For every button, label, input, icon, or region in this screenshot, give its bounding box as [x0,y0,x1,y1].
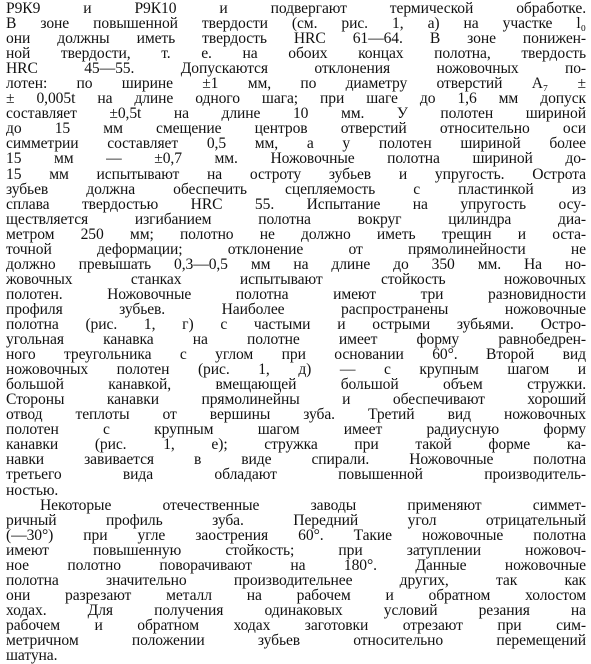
text-line: лотен: по ширине ±1 мм, по диаметру отверстий A₇ ± [6,75,586,93]
text-line: точной деформации; отклонение от прямолинейности не [6,240,586,258]
text-line: угольная канавка на полотне имеет форму равнобедрен- [6,331,586,349]
text-line: HRC 45—55. Допускаются отклонения ножовочных по- [6,60,586,78]
text-line: до 15 мм смещение центров отверстий относительно оси [6,120,586,138]
text-line: 15 мм — ±0,7 мм. Ножовочные полотна шириной до- [6,150,586,168]
text-line: ное полотно поворачивают на 180°. Данные ножовочные [6,556,586,574]
text-line: Стороны канавки прямолинейны и обеспечивают хороший [6,391,586,409]
text-line: ножовочных полотен (рис. 1, д) — с крупным шагом и [6,361,586,379]
paragraph-1 [6,1,586,498]
text-line: ного треугольника с углом при основании 60°. Второй вид [6,346,586,364]
text-line: навки завивается в виде спирали. Ножовочные полотна [6,451,586,469]
text-line: В зоне повышенной твердости (см. рис. 1, а) на участке l₀ [6,15,586,33]
text-line: третьего вида обладают повышенной производитель- [6,466,586,484]
text-line: ± 0,005t на длине одного шага; при шаге до 1,6 мм допуск [6,90,586,108]
text-line: они разрезают металл на рабочем и обратном холостом [6,586,586,604]
text-line: сплава твердостью HRC 55. Испытание на упругость осу- [6,195,586,213]
text-line: должно превышать 0,3—0,5 мм на длине до 350 мм. На но- [6,255,586,273]
text-line: рабочем и обратном ходах заготовки отрезают при сим- [6,616,586,634]
text-line: ществляется изгибанием полотна вокруг цилиндра диа- [6,210,586,228]
text-line: (—30°) при угле заострения 60°. Такие ножовочные полотна [6,526,586,544]
text-line: симметрии составляет 0,5 мм, а у полотен шириной более [6,135,586,153]
text-line: полотен с крупным шагом имеет радиусную форму [6,421,586,439]
text-line: Некоторые отечественные заводы применяют симмет- [40,496,586,514]
text-line: профиля зубьев. Наиболее распространены ножовочные [6,300,586,318]
text-line: они должны иметь твердость HRC 61—64. В зоне понижен- [6,30,586,48]
text-line: метром 250 мм; полотно не должно иметь трещин и оста- [6,225,586,243]
text-line: ной твердости, т. е. на обоих концах полотна, твердость [6,45,586,63]
text-line: имеют повышенную стойкость; при затуплении ножовоч- [6,541,586,559]
text-line: канавки (рис. 1, е); стружка при такой форме ка- [6,436,586,454]
paragraph-2 [6,498,586,664]
text-line: жовочных станках испытывают стойкость ножовочных [6,270,586,288]
text-line: полотна (рис. 1, г) с частыми и острыми зубьями. Остро- [6,315,586,333]
document-page [6,1,586,663]
text-line: ностью. [6,481,59,499]
text-line: метричном положении зубьев относительно перемещений [6,631,586,649]
text-line: 15 мм испытывают на остроту зубьев и упругость. Острота [6,165,586,183]
text-line: составляет ±0,5t на длине 10 мм. У полотен шириной [6,105,586,123]
text-line: полотен. Ножовочные полотна имеют три разновидности [6,285,586,303]
text-line: ричный профиль зуба. Передний угол отрицательный [6,511,586,529]
text-line: отвод теплоты от вершины зуба. Третий вид ножовочных [6,406,586,424]
text-line: ходах. Для получения одинаковых условий резания на [6,601,586,619]
text-line: зубьев должна обеспечить сцепляемость с пластинкой из [6,180,586,198]
text-line: шатуна. [6,647,58,664]
text-line: Р9К9 и Р9К10 и подвергают термической обработке. [6,0,586,17]
text-line: полотна значительно производительнее других, так как [6,571,586,589]
text-line: большой канавкой, вмещающей большой объем стружки. [6,376,586,394]
